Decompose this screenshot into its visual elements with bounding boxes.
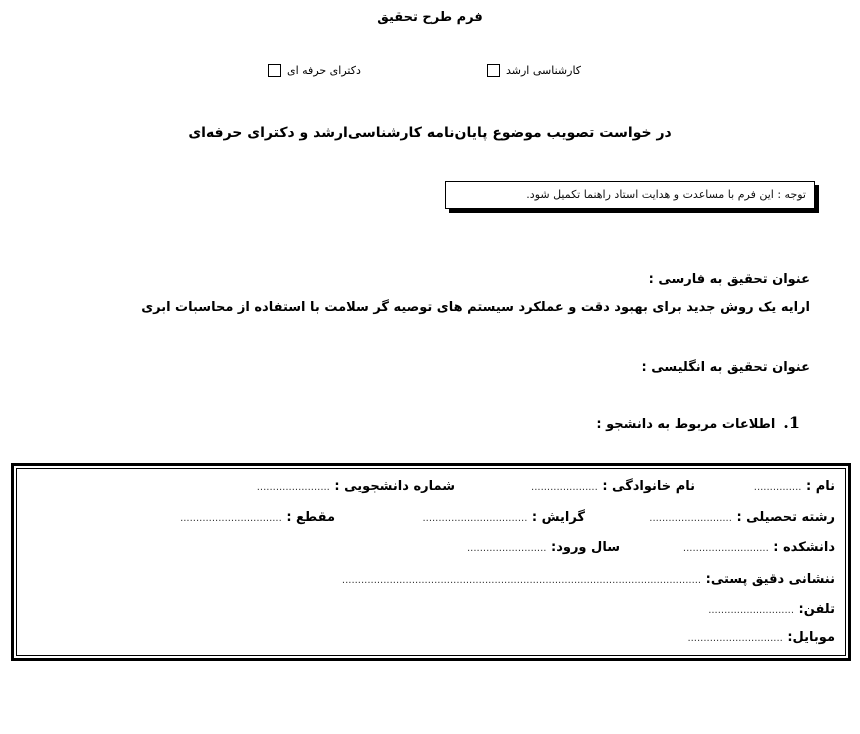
field-postal-address (342, 572, 835, 587)
degree-option-label: دکترای حرفه ای (287, 64, 361, 77)
field-student-number (257, 479, 455, 494)
fill-line[interactable]: .......................... (649, 513, 732, 524)
field-label: گرایش : (531, 510, 585, 525)
fill-line[interactable]: ........................... (708, 605, 795, 616)
field-label: نام خانوادگی : (602, 479, 695, 494)
field-label: رشته تحصیلی : (736, 510, 835, 525)
persian-title-label: عنوان تحقیق به فارسی : (648, 272, 810, 287)
field-label: مقطع : (286, 510, 335, 525)
fill-line[interactable]: ......................... (467, 543, 547, 554)
field-label: دانشکده : (773, 540, 835, 555)
field-label: موبایل: (787, 630, 835, 645)
field-label: شماره دانشجویی : (334, 479, 455, 494)
field-label: تلفن: (798, 602, 835, 617)
field-entry-year (467, 540, 620, 555)
section-number: 1. (783, 413, 800, 432)
field-label: ننشانی دقیق پستی: (705, 572, 835, 587)
field-mobile (687, 630, 835, 645)
field-label: نام : (805, 479, 835, 494)
fill-line[interactable]: ........................... (682, 543, 769, 554)
fill-line[interactable]: ....................... (256, 482, 330, 493)
degree-option-professional-doctorate[interactable] (268, 64, 361, 77)
note-text: توجه : این فرم با مساعدت و هدایت استاد راهنما تکمیل شود. (526, 188, 806, 201)
field-family-name (531, 479, 695, 494)
fill-line[interactable]: ................................................................................................................. (341, 575, 702, 586)
field-name (754, 479, 835, 494)
degree-option-masters[interactable] (487, 64, 581, 77)
english-title-label: عنوان تحقیق به انگلیسی : (641, 360, 810, 375)
fill-line[interactable]: ................................ (180, 513, 282, 524)
field-faculty (683, 540, 835, 555)
fill-line[interactable]: ..................... (531, 482, 598, 493)
note-box (445, 181, 815, 209)
section-1-heading (596, 413, 800, 432)
fill-line[interactable]: ............... (753, 482, 802, 493)
student-info-frame (11, 463, 851, 661)
field-label: سال ورود: (551, 540, 620, 555)
field-orientation (422, 510, 585, 525)
request-heading: در خواست تصویب موضوع پایان‌نامه کارشناسی‌ارشد و دکترای حرفه‌ای (188, 125, 672, 141)
field-phone (708, 602, 835, 617)
section-label: اطلاعات مربوط به دانشجو : (596, 417, 776, 432)
form-title: فرم طرح تحقیق (377, 10, 483, 25)
fill-line[interactable]: ................................. (422, 513, 528, 524)
field-major (649, 510, 835, 525)
fill-line[interactable]: .............................. (687, 633, 783, 644)
student-info-inner (16, 468, 846, 656)
persian-title-value: ارایه یک روش جدید برای بهبود دقت و عملکرد سیستم های توصیه گر سلامت با استفاده از محاسبات ابری (141, 300, 810, 315)
degree-option-label: کارشناسی ارشد (506, 64, 582, 77)
checkbox-masters[interactable] (487, 64, 500, 77)
checkbox-professional-doctorate[interactable] (268, 64, 281, 77)
field-level (180, 510, 335, 525)
